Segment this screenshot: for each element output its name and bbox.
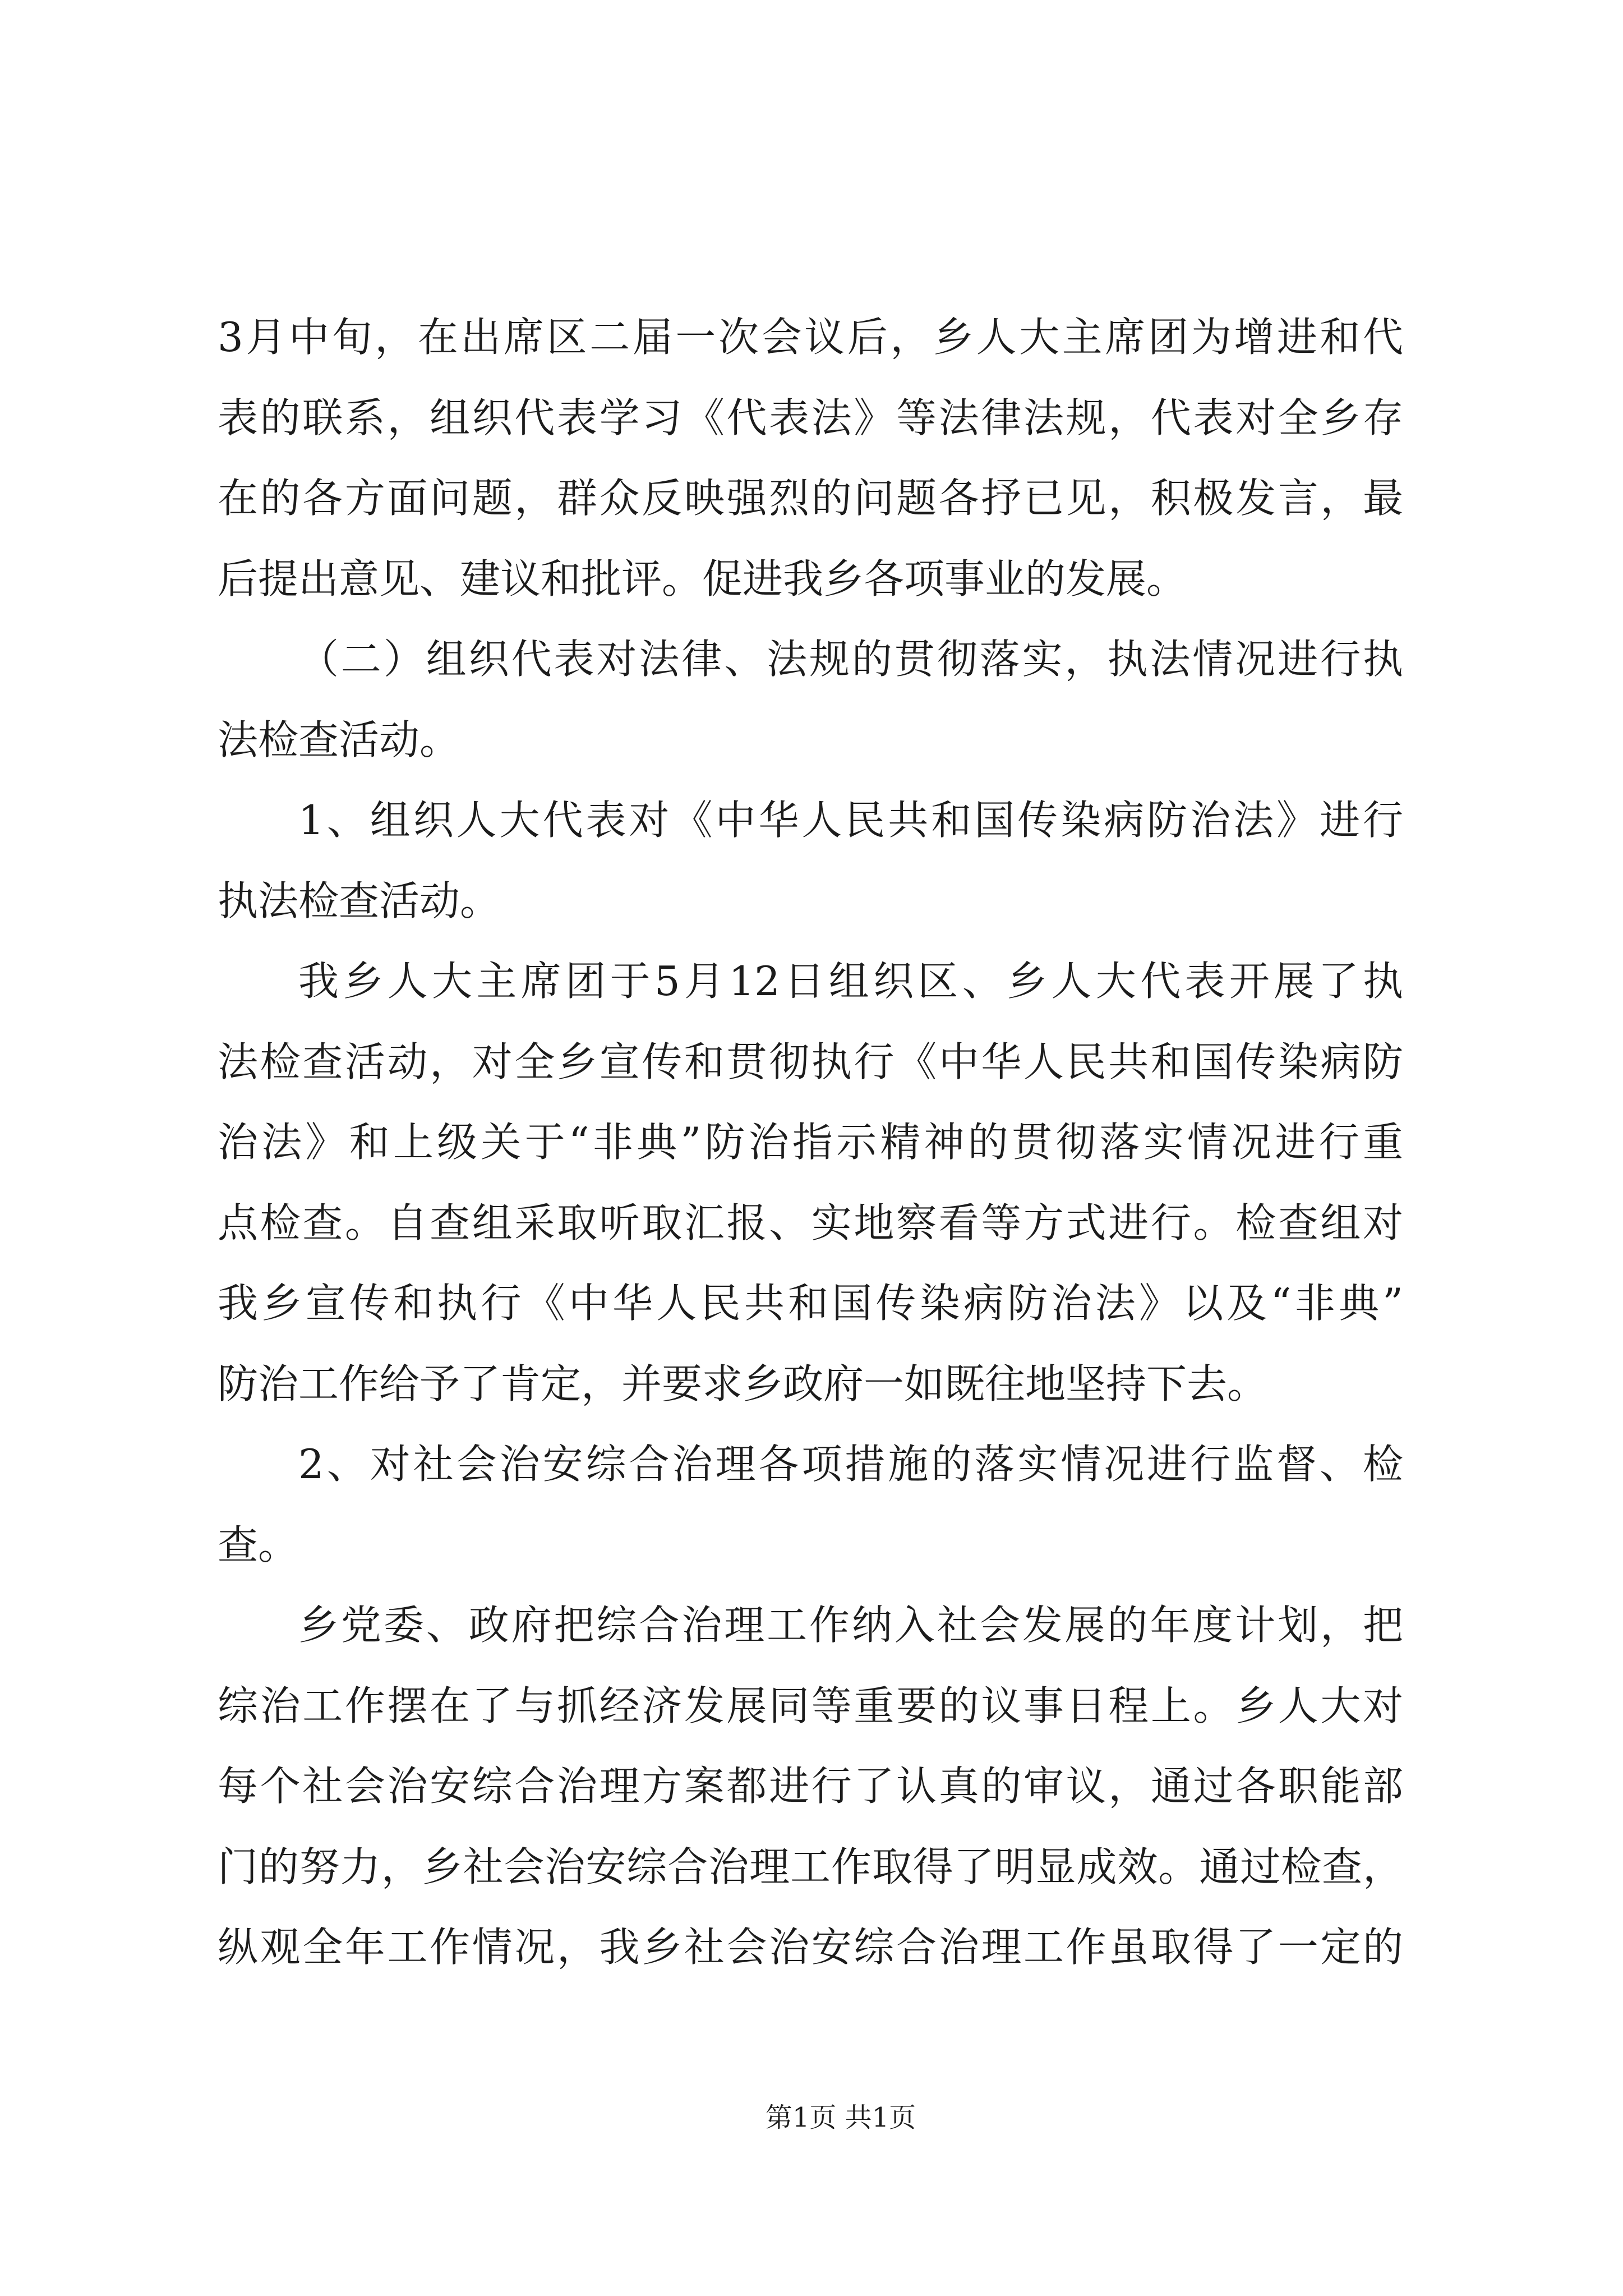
text-line: 执法检查活动。 bbox=[218, 877, 501, 924]
text-line: 乡党委、政府把综合治理工作纳入社会发展的年度计划，把 bbox=[298, 1602, 1403, 1649]
text-line: 我乡宣传和执行《中华人民共和国传染病防治法》以及“非典” bbox=[218, 1280, 1403, 1327]
text-line: 门的努力，乡社会治安综合治理工作取得了明显成效。通过检查， bbox=[218, 1843, 1403, 1890]
paragraph-continued bbox=[218, 297, 1403, 619]
text-line: 防治工作给予了肯定，并要求乡政府一如既往地坚持下去。 bbox=[218, 1360, 1268, 1407]
section-heading-2 bbox=[218, 619, 1403, 780]
text-line: 纵观全年工作情况，我乡社会治安综合治理工作虽取得了一定的 bbox=[218, 1924, 1403, 1971]
text-line: 每个社会治安综合治理方案都进行了认真的审议，通过各职能部 bbox=[218, 1763, 1403, 1810]
paragraph-public-security bbox=[218, 1585, 1403, 1988]
text-line: （二）组织代表对法律、法规的贯彻落实，执法情况进行执 bbox=[298, 636, 1403, 683]
text-line: 法检查活动，对全乡宣传和贯彻执行《中华人民共和国传染病防 bbox=[218, 1038, 1403, 1085]
text-line: 在的各方面问题，群众反映强烈的问题各抒已见，积极发言，最 bbox=[218, 475, 1403, 522]
text-line: 表的联系，组织代表学习《代表法》等法律法规，代表对全乡存 bbox=[218, 394, 1403, 441]
page-number-footer: 第1页 共1页 bbox=[765, 2102, 916, 2133]
text-line: 查。 bbox=[218, 1521, 299, 1568]
item-heading-2 bbox=[218, 1424, 1403, 1585]
text-line: 1、组织人大代表对《中华人民共和国传染病防治法》进行 bbox=[298, 797, 1403, 844]
paragraph-inspection bbox=[218, 941, 1403, 1424]
text-line: 后提出意见、建议和批评。促进我乡各项事业的发展。 bbox=[218, 555, 1187, 602]
document-body bbox=[218, 297, 1403, 1988]
text-line: 2、对社会治安综合治理各项措施的落实情况进行监督、检 bbox=[298, 1441, 1403, 1488]
text-line: 点检查。自查组采取听取汇报、实地察看等方式进行。检查组对 bbox=[218, 1199, 1403, 1246]
text-line: 法检查活动。 bbox=[218, 716, 460, 763]
item-heading-1 bbox=[218, 780, 1403, 941]
text-line: 治法》和上级关于“非典”防治指示精神的贯彻落实情况进行重 bbox=[218, 1119, 1403, 1166]
text-line: 3月中旬，在出席区二届一次会议后，乡人大主席团为增进和代 bbox=[218, 314, 1403, 361]
text-line: 综治工作摆在了与抓经济发展同等重要的议事日程上。乡人大对 bbox=[218, 1682, 1403, 1729]
text-line: 我乡人大主席团于5月12日组织区、乡人大代表开展了执 bbox=[298, 958, 1403, 1005]
